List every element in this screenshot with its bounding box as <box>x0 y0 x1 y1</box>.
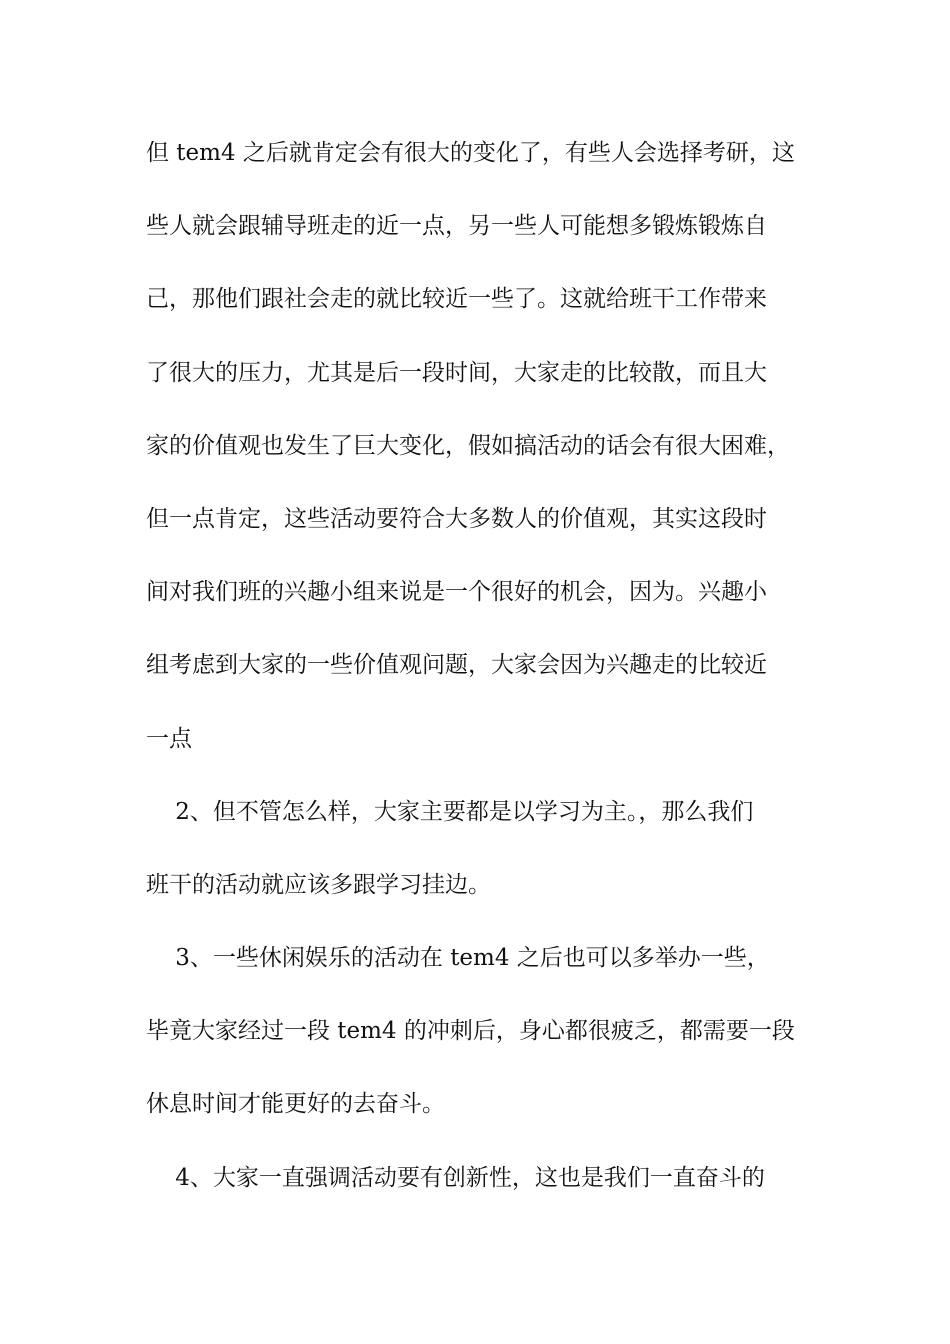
text-line: 班干的活动就应该多跟学习挂边。 <box>146 871 491 898</box>
text-line: 但一点肯定，这些活动要符合大多数人的价值观，其实这段时 <box>146 505 767 532</box>
text-line: 一点 <box>146 725 192 752</box>
text-line: 组考虑到大家的一些价值观问题，大家会因为兴趣走的比较近 <box>146 652 767 679</box>
text-line: 但 tem4 之后就肯定会有很大的变化了，有些人会选择考研，这 <box>146 140 795 166</box>
text-line: 休息时间才能更好的去奋斗。 <box>146 1091 445 1118</box>
text-line: 家的价值观也发生了巨大变化，假如搞活动的话会有很大困难， <box>146 432 790 459</box>
text-line: 些人就会跟辅导班走的近一点，另一些人可能想多锻炼锻炼自 <box>146 213 767 240</box>
text-line: 己，那他们跟社会走的就比较近一些了。这就给班干工作带来 <box>146 286 767 313</box>
text-line: 了很大的压力，尤其是后一段时间，大家走的比较散，而且大 <box>146 359 767 386</box>
text-line: 间对我们班的兴趣小组来说是一个很好的机会，因为。兴趣小 <box>146 579 767 606</box>
text-line: 2、但不管怎么样，大家主要都是以学习为主。，那么我们 <box>146 798 754 825</box>
body-text <box>146 128 810 1226</box>
text-line: 毕竟大家经过一段 tem4 的冲刺后，身心都很疲乏，都需要一段 <box>146 1018 795 1045</box>
text-line: 4、大家一直强调活动要有创新性，这也是我们一直奋斗的 <box>146 1164 765 1191</box>
text-line: 3、一些休闲娱乐的活动在 tem4 之后也可以多举办一些， <box>146 945 770 972</box>
